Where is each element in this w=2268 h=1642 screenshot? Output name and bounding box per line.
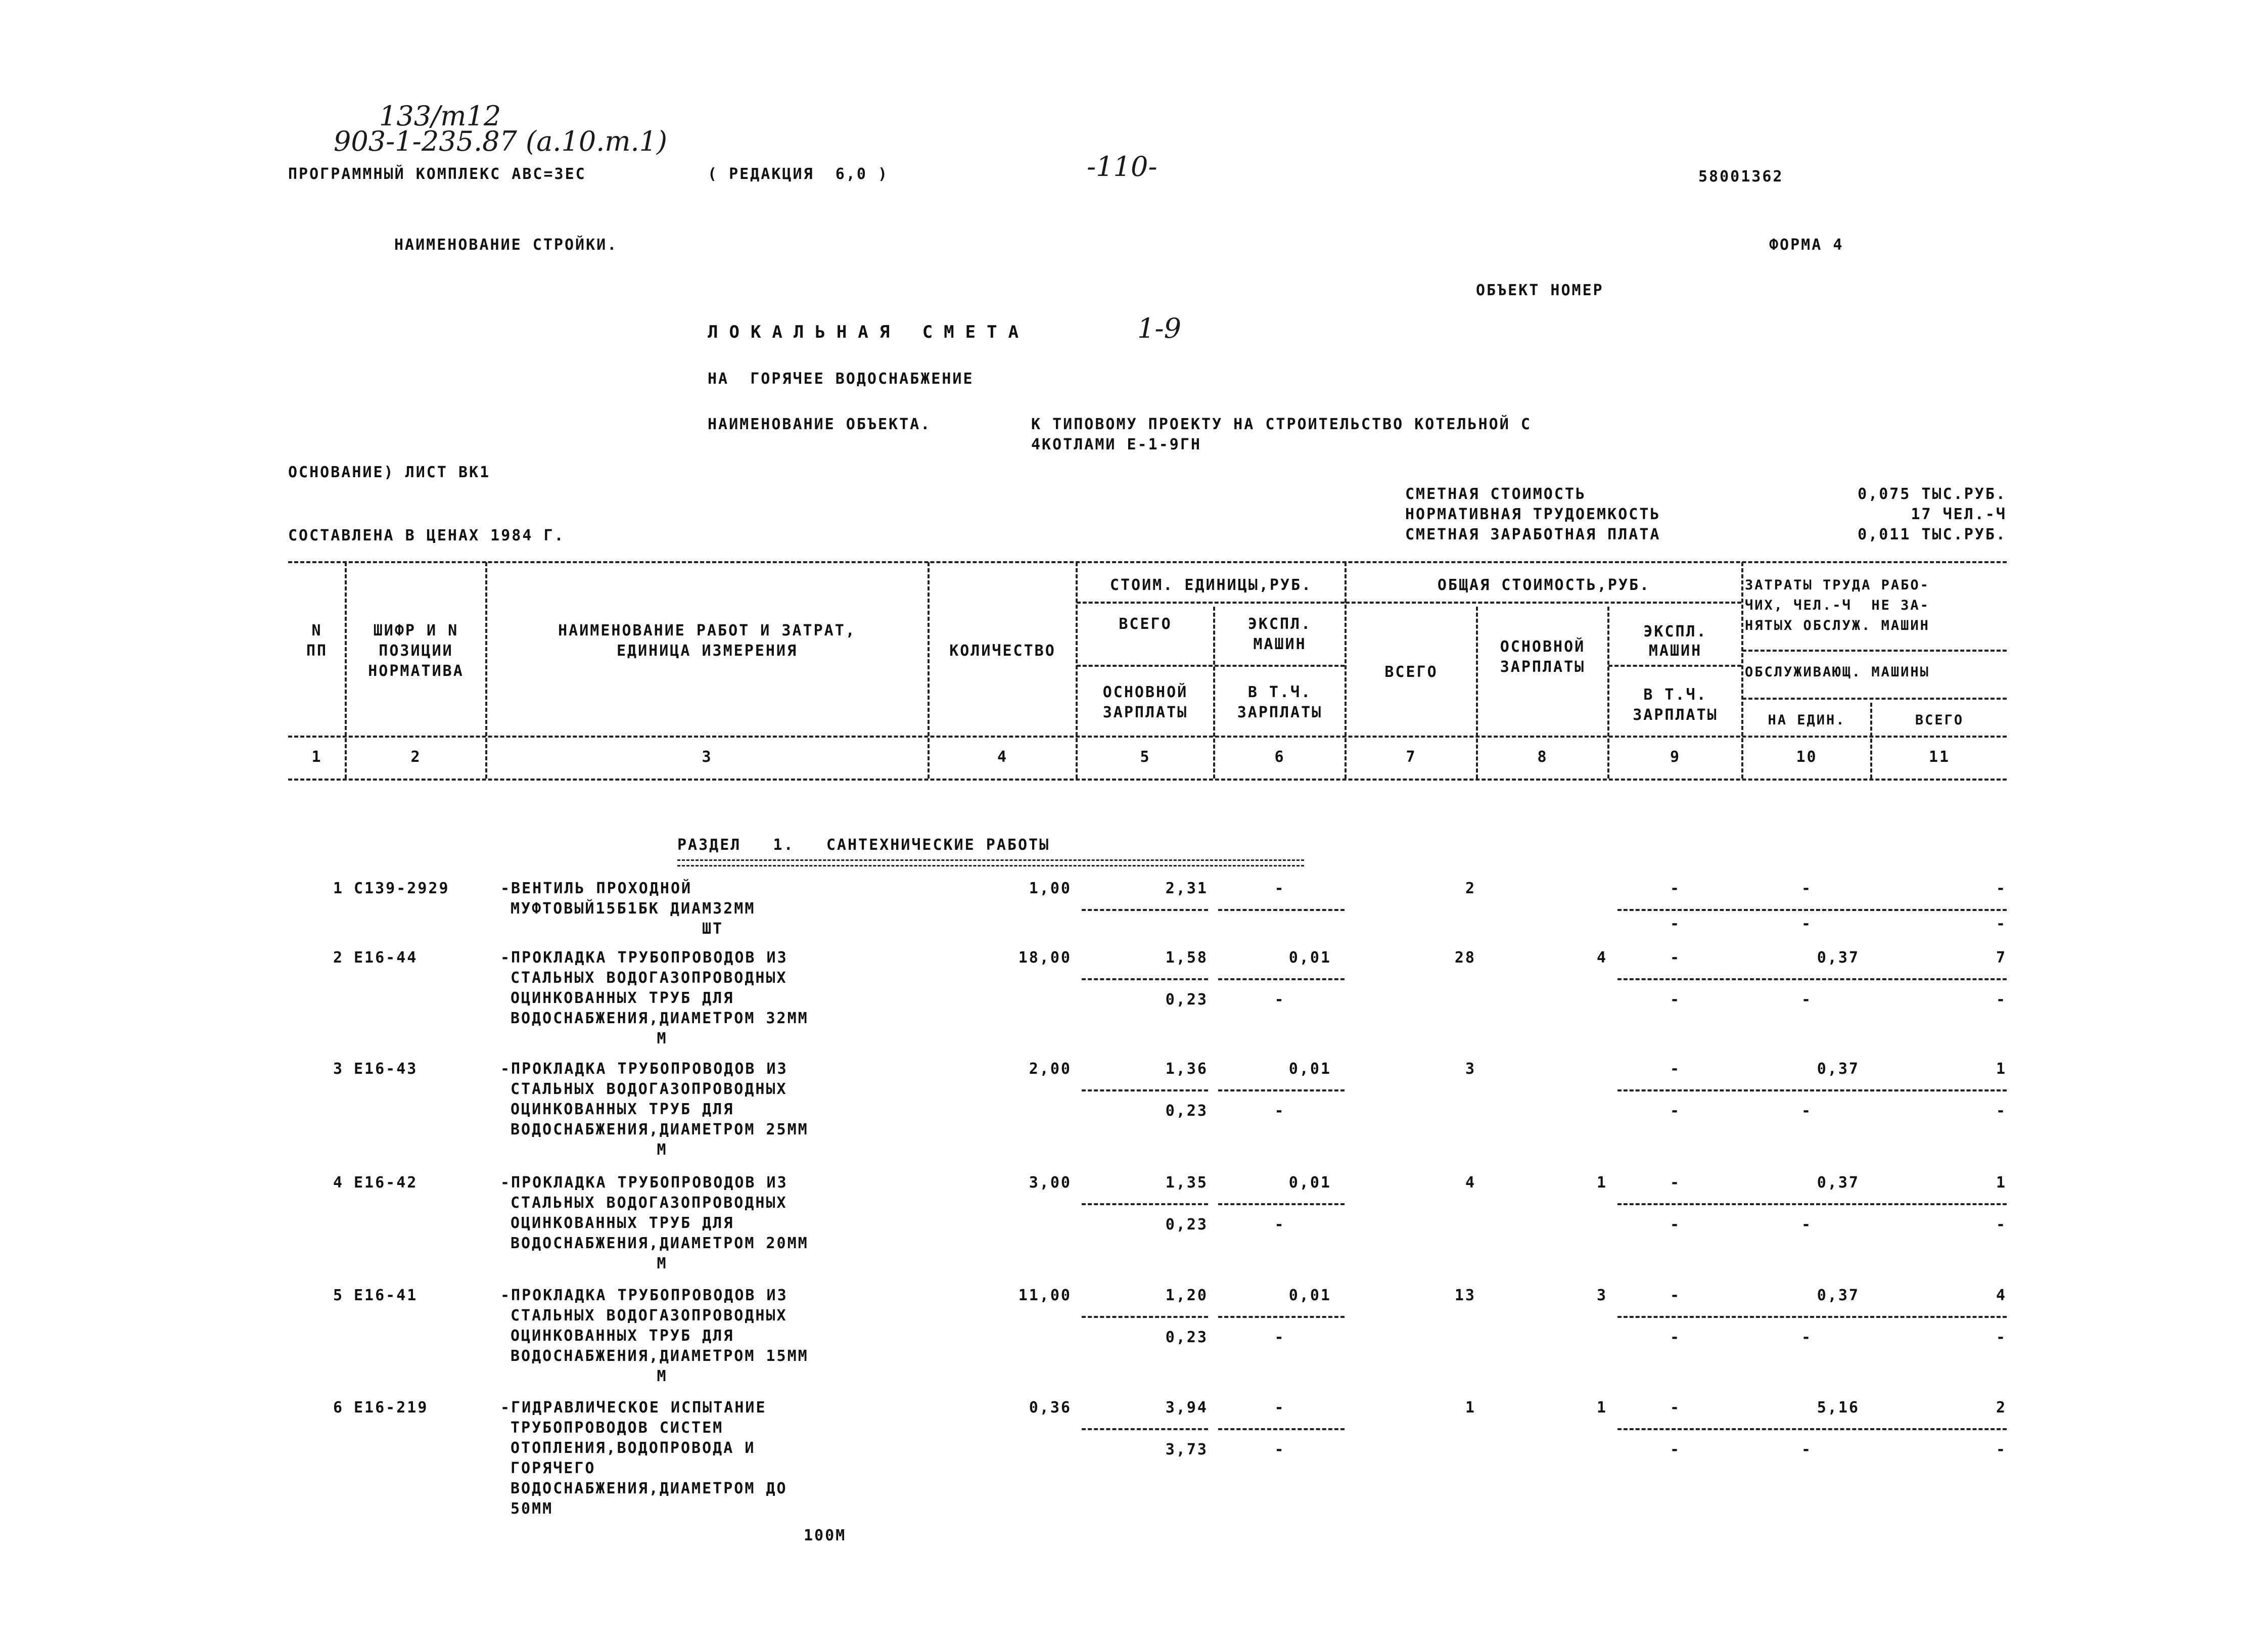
- row-sub-rule: [1082, 978, 1208, 980]
- row-sub-rule: [1218, 978, 1345, 980]
- row-labor-unit-b: -: [1801, 1441, 1813, 1458]
- row-total: 3: [1465, 1060, 1476, 1078]
- row-unit-machine-wages: -: [1274, 1102, 1285, 1120]
- row-quantity: 2,00: [1029, 1060, 1072, 1078]
- row-labor-unit: 0,37: [1817, 1060, 1860, 1078]
- row-sub-rule: [1617, 1203, 2007, 1205]
- row-labor-unit-b: -: [1801, 1329, 1813, 1346]
- col3-header-a: НАИМЕНОВАНИЕ РАБОТ И ЗАТРАТ,: [558, 622, 856, 640]
- row-total: 4: [1465, 1174, 1476, 1192]
- edition: ( РЕДАКЦИЯ 6,0 ): [708, 165, 889, 183]
- col-separator: [1741, 562, 1743, 779]
- object-name-line1: К ТИПОВОМУ ПРОЕКТУ НА СТРОИТЕЛЬСТВО КОТЕЛЬНОЙ С: [1031, 416, 1532, 433]
- row-labor-total: 1: [1996, 1174, 2007, 1192]
- row-labor-unit: 0,37: [1817, 949, 1860, 967]
- row-number: 3: [333, 1060, 344, 1078]
- col10-header: НА ЕДИН.: [1768, 712, 1846, 728]
- row-quantity: 18,00: [1018, 949, 1072, 967]
- col5-header-a: ВСЕГО: [1119, 615, 1172, 633]
- col7-header: ВСЕГО: [1384, 663, 1438, 681]
- row-labor-total-b: -: [1996, 1102, 2007, 1120]
- row-sub-rule: [1218, 1089, 1345, 1091]
- row-unit: М: [657, 1030, 668, 1047]
- col4-header: КОЛИЧЕСТВО: [949, 642, 1056, 660]
- col2-header-c: НОРМАТИВА: [368, 662, 464, 680]
- row-labor-unit: 0,37: [1817, 1287, 1860, 1304]
- object-label: НАИМЕНОВАНИЕ ОБЪЕКТА.: [708, 416, 932, 433]
- col-number-5: 5: [1140, 748, 1151, 766]
- row-labor-unit-b: -: [1801, 1102, 1813, 1120]
- col-number-6: 6: [1274, 748, 1285, 766]
- handwritten-note-2: 903-1-235.87 (а.10.т.1): [334, 125, 668, 157]
- summary-value-wages: 0,011 ТЫС.РУБ.: [1858, 526, 2007, 543]
- row-desc-line: -ВЕНТИЛЬ ПРОХОДНОЙ: [500, 880, 692, 897]
- row-desc-line: СТАЛЬНЫХ ВОДОГАЗОПРОВОДНЫХ: [511, 1194, 788, 1212]
- col6-header-c: В Т.Ч.: [1247, 683, 1312, 701]
- row-sub-rule: [1218, 1428, 1345, 1430]
- row-desc-line: ВОДОСНАБЖЕНИЯ,ДИАМЕТРОМ 20ММ: [511, 1235, 809, 1252]
- row-desc-line: МУФТОВЫЙ15Б1БК ДИАМ32ММ: [511, 900, 756, 918]
- row-labor-unit: 5,16: [1817, 1399, 1860, 1417]
- row-total-machines-wages: -: [1670, 915, 1681, 933]
- header-bottom-rule: [288, 779, 2007, 781]
- row-number: 5: [333, 1287, 344, 1304]
- row-unit: М: [657, 1367, 668, 1385]
- row-unit-wages: 0,23: [1165, 1216, 1208, 1234]
- row-labor-total-b: -: [1996, 1441, 2007, 1458]
- row-desc-line: ОЦИНКОВАННЫХ ТРУБ ДЛЯ: [511, 989, 734, 1007]
- row-sub-rule: [1218, 1203, 1345, 1205]
- row-unit-machines: -: [1274, 1399, 1285, 1417]
- col-separator: [485, 562, 487, 779]
- row-unit-machine-wages: -: [1274, 991, 1285, 1009]
- handwritten-page-number: -110-: [1087, 151, 1158, 183]
- row-total-wages: 1: [1596, 1399, 1607, 1417]
- row-total-machines: -: [1670, 1287, 1681, 1304]
- group-rule-total-cost: [1346, 602, 1741, 604]
- row-unit: М: [657, 1141, 668, 1159]
- row-unit-wages: 0,23: [1165, 1102, 1208, 1120]
- program-name: ПРОГРАММНЫЙ КОМПЛЕКС АВС=ЗЕС: [288, 165, 586, 183]
- group-rule-labor-1: [1742, 650, 2007, 652]
- row-desc-line: ОЦИНКОВАННЫХ ТРУБ ДЛЯ: [511, 1214, 734, 1232]
- row-code: С139-2929: [354, 880, 450, 897]
- row-number: 2: [333, 949, 344, 967]
- object-number-label: ОБЪЕКТ НОМЕР: [1476, 282, 1604, 299]
- group-rule-unit-cost: [1077, 602, 1345, 604]
- row-total-wages: 1: [1596, 1174, 1607, 1192]
- col3-header-b: ЕДИНИЦА ИЗМЕРЕНИЯ: [616, 642, 798, 660]
- handwritten-note-1: 133/т12: [379, 100, 501, 132]
- labor-group-header-d: ОБСЛУЖИВАЮЩ. МАШИНЫ: [1745, 664, 1930, 680]
- row-unit-wages: 0,23: [1165, 991, 1208, 1009]
- labor-group-header-b: ЧИХ, ЧЕЛ.-Ч НЕ ЗА-: [1745, 598, 1930, 613]
- row-total-machines: -: [1670, 1399, 1681, 1417]
- col5-header-c: ЗАРПЛАТЫ: [1102, 704, 1188, 721]
- col2-header-a: ШИФР И N: [373, 622, 459, 640]
- row-unit-total: 1,36: [1165, 1060, 1208, 1078]
- row-labor-total-b: -: [1996, 1329, 2007, 1346]
- col6-header-a: ЭКСПЛ.: [1247, 615, 1312, 633]
- col-number-4: 4: [997, 748, 1008, 766]
- col-number-1: 1: [311, 748, 322, 766]
- row-desc-line: -ГИДРАВЛИЧЕСКОЕ ИСПЫТАНИЕ: [500, 1399, 767, 1417]
- object-name-line2: 4КОТЛАМИ Е-1-9ГН: [1031, 436, 1201, 453]
- row-total: 1: [1465, 1399, 1476, 1417]
- row-sub-rule: [1082, 1089, 1208, 1091]
- row-unit: М: [657, 1255, 668, 1272]
- row-desc-line: СТАЛЬНЫХ ВОДОГАЗОПРОВОДНЫХ: [511, 969, 788, 987]
- row-unit-machines: 0,01: [1288, 1287, 1331, 1304]
- row-sub-rule: [1082, 1203, 1208, 1205]
- row-labor-total: 1: [1996, 1060, 2007, 1078]
- row-unit-total: 1,20: [1165, 1287, 1208, 1304]
- row-code: Е16-44: [354, 949, 418, 967]
- row-total-machines-wages: -: [1670, 1441, 1681, 1458]
- summary-label-wages: СМЕТНАЯ ЗАРАБОТНАЯ ПЛАТА: [1405, 526, 1661, 543]
- summary-label-cost: СМЕТНАЯ СТОИМОСТЬ: [1405, 485, 1587, 503]
- col8-header-b: ЗАРПЛАТЫ: [1500, 658, 1586, 676]
- row-labor-unit: -: [1801, 880, 1813, 897]
- row-total: 2: [1465, 880, 1476, 897]
- row-unit: ШТ: [702, 920, 724, 938]
- row-sub-rule: [1617, 909, 2007, 911]
- row-desc-line: 50ММ: [511, 1500, 553, 1518]
- col-number-11: 11: [1928, 748, 1951, 766]
- row-unit-total: 2,31: [1165, 880, 1208, 897]
- row-desc-line: ТРУБОПРОВОДОВ СИСТЕМ: [511, 1419, 724, 1437]
- row-desc-line: ОЦИНКОВАННЫХ ТРУБ ДЛЯ: [511, 1327, 734, 1345]
- row-unit-total: 1,58: [1165, 949, 1208, 967]
- row-desc-line: СТАЛЬНЫХ ВОДОГАЗОПРОВОДНЫХ: [511, 1307, 788, 1325]
- row-total-wages: 4: [1596, 949, 1607, 967]
- unit-cost-group-header: СТОИМ. ЕДИНИЦЫ,РУБ.: [1109, 576, 1313, 594]
- col9-header-a: ЭКСПЛ.: [1643, 623, 1707, 641]
- row-desc-line: ГОРЯЧЕГО: [511, 1459, 596, 1477]
- doc-code: 58001362: [1698, 168, 1784, 186]
- col1-header-a: N: [311, 622, 322, 640]
- row-total-machines-wages: -: [1670, 1102, 1681, 1120]
- header-mid-rule: [288, 736, 2007, 738]
- row-code: Е16-41: [354, 1287, 418, 1304]
- row-desc-line: ОТОПЛЕНИЯ,ВОДОПРОВОДА И: [511, 1439, 756, 1457]
- row-number: 4: [333, 1174, 344, 1192]
- row-sub-rule: [1617, 1428, 2007, 1430]
- col-number-8: 8: [1537, 748, 1548, 766]
- row-desc-line: ВОДОСНАБЖЕНИЯ,ДИАМЕТРОМ 15ММ: [511, 1347, 809, 1365]
- row-unit: 100М: [804, 1527, 847, 1544]
- row-unit-total: 1,35: [1165, 1174, 1208, 1192]
- document-title: ЛОКАЛЬНАЯ СМЕТА: [708, 322, 1030, 342]
- col-number-3: 3: [702, 748, 713, 766]
- labor-group-header-c: НЯТЫХ ОБСЛУЖ. МАШИН: [1745, 618, 1930, 633]
- row-labor-total: 2: [1996, 1399, 2007, 1417]
- row-unit-total: 3,94: [1165, 1399, 1208, 1417]
- row-number: 1: [333, 880, 344, 897]
- summary-value-cost: 0,075 ТЫС.РУБ.: [1858, 485, 2007, 503]
- row-total-machines: -: [1670, 880, 1681, 897]
- col5-header-b: ОСНОВНОЙ: [1102, 683, 1188, 701]
- col6-header-d: ЗАРПЛАТЫ: [1237, 704, 1323, 721]
- row-unit-machines: -: [1274, 880, 1285, 897]
- section-heading: РАЗДЕЛ 1. САНТЕХНИЧЕСКИЕ РАБОТЫ: [677, 836, 1050, 854]
- col6-header-b: МАШИН: [1253, 635, 1307, 653]
- handwritten-smeta-number: 1-9: [1137, 312, 1181, 344]
- row-desc-line: -ПРОКЛАДКА ТРУБОПРОВОДОВ ИЗ: [500, 1287, 788, 1304]
- summary-label-labor: НОРМАТИВНАЯ ТРУДОЕМКОСТЬ: [1405, 506, 1661, 523]
- form-label: ФОРМА 4: [1769, 236, 1844, 254]
- row-unit-machine-wages: -: [1274, 1216, 1285, 1234]
- row-labor-total: -: [1996, 880, 2007, 897]
- row-number: 6: [333, 1399, 344, 1417]
- group-rule-unit-cost-sub: [1077, 665, 1345, 667]
- row-labor-unit-b: -: [1801, 1216, 1813, 1234]
- col2-header-b: ПОЗИЦИИ: [379, 642, 453, 660]
- group-rule-col9-sub: [1608, 665, 1741, 667]
- row-unit-machines: 0,01: [1288, 1174, 1331, 1192]
- col9-header-c: В Т.Ч.: [1643, 686, 1707, 704]
- row-sub-rule: [1218, 1316, 1345, 1318]
- labor-group-header-a: ЗАТРАТЫ ТРУДА РАБО-: [1745, 577, 1930, 593]
- col11-header: ВСЕГО: [1915, 712, 1964, 728]
- row-total-machines: -: [1670, 1174, 1681, 1192]
- row-unit-machine-wages: -: [1274, 1329, 1285, 1346]
- row-sub-rule: [1617, 1316, 2007, 1318]
- col-number-9: 9: [1670, 748, 1681, 766]
- row-total-machines: -: [1670, 1060, 1681, 1078]
- header-top-rule: [288, 561, 2007, 563]
- row-quantity: 0,36: [1029, 1399, 1072, 1417]
- row-labor-unit: 0,37: [1817, 1174, 1860, 1192]
- row-desc-line: ОЦИНКОВАННЫХ ТРУБ ДЛЯ: [511, 1101, 734, 1118]
- row-desc-line: -ПРОКЛАДКА ТРУБОПРОВОДОВ ИЗ: [500, 949, 788, 967]
- row-unit-wages: 0,23: [1165, 1329, 1208, 1346]
- prices-basis: СОСТАВЛЕНА В ЦЕНАХ 1984 Г.: [288, 527, 565, 544]
- row-total-machines-wages: -: [1670, 991, 1681, 1009]
- basis: ОСНОВАНИЕ) ЛИСТ ВК1: [288, 464, 491, 481]
- row-quantity: 1,00: [1029, 880, 1072, 897]
- row-sub-rule: [1617, 978, 2007, 980]
- row-total-machines-wages: -: [1670, 1329, 1681, 1346]
- row-quantity: 11,00: [1018, 1287, 1072, 1304]
- row-desc-line: СТАЛЬНЫХ ВОДОГАЗОПРОВОДНЫХ: [511, 1080, 788, 1098]
- row-total-machines: -: [1670, 949, 1681, 967]
- row-sub-rule: [1082, 1316, 1208, 1318]
- document-subtitle: НА ГОРЯЧЕЕ ВОДОСНАБЖЕНИЕ: [708, 370, 974, 388]
- row-labor-total: 7: [1996, 949, 2007, 967]
- row-sub-rule: [1617, 1089, 2007, 1091]
- col9-header-d: ЗАРПЛАТЫ: [1633, 706, 1718, 724]
- row-unit-machines: 0,01: [1288, 949, 1331, 967]
- col1-header-b: ПП: [306, 642, 328, 660]
- col-number-7: 7: [1406, 748, 1417, 766]
- row-unit-wages: 3,73: [1165, 1441, 1208, 1458]
- section-underline: [677, 859, 1304, 866]
- row-total-machines-wages: -: [1670, 1216, 1681, 1234]
- row-labor-unit-b: -: [1801, 991, 1813, 1009]
- row-total: 28: [1454, 949, 1476, 967]
- col9-header-b: МАШИН: [1648, 642, 1702, 660]
- row-unit-machine-wages: -: [1274, 1441, 1285, 1458]
- row-unit-machines: 0,01: [1288, 1060, 1331, 1078]
- row-desc-line: ВОДОСНАБЖЕНИЯ,ДИАМЕТРОМ 25ММ: [511, 1121, 809, 1138]
- col-number-2: 2: [410, 748, 422, 766]
- row-desc-line: ВОДОСНАБЖЕНИЯ,ДИАМЕТРОМ ДО: [511, 1480, 788, 1497]
- row-sub-rule: [1218, 909, 1345, 911]
- row-code: Е16-43: [354, 1060, 418, 1078]
- row-labor-total-b: -: [1996, 991, 2007, 1009]
- row-total-wages: 3: [1596, 1287, 1607, 1304]
- summary-value-labor: 17 ЧЕЛ.-Ч: [1911, 506, 2007, 523]
- row-desc-line: -ПРОКЛАДКА ТРУБОПРОВОДОВ ИЗ: [500, 1060, 788, 1078]
- row-labor-unit-b: -: [1801, 915, 1813, 933]
- row-total: 13: [1454, 1287, 1476, 1304]
- col-number-10: 10: [1796, 748, 1818, 766]
- row-code: Е16-42: [354, 1174, 418, 1192]
- row-code: Е16-219: [354, 1399, 429, 1417]
- construction-name-label: НАИМЕНОВАНИЕ СТРОЙКИ.: [394, 236, 618, 254]
- group-rule-labor-2: [1742, 698, 2007, 700]
- row-desc-line: ВОДОСНАБЖЕНИЯ,ДИАМЕТРОМ 32ММ: [511, 1010, 809, 1027]
- row-desc-line: -ПРОКЛАДКА ТРУБОПРОВОДОВ ИЗ: [500, 1174, 788, 1192]
- row-sub-rule: [1082, 1428, 1208, 1430]
- row-labor-total-b: -: [1996, 915, 2007, 933]
- row-labor-total: 4: [1996, 1287, 2007, 1304]
- col8-header-a: ОСНОВНОЙ: [1500, 638, 1586, 656]
- row-sub-rule: [1082, 909, 1208, 911]
- row-labor-total-b: -: [1996, 1216, 2007, 1234]
- total-cost-group-header: ОБЩАЯ СТОИМОСТЬ,РУБ.: [1437, 576, 1651, 594]
- row-quantity: 3,00: [1029, 1174, 1072, 1192]
- col-separator: [928, 562, 930, 779]
